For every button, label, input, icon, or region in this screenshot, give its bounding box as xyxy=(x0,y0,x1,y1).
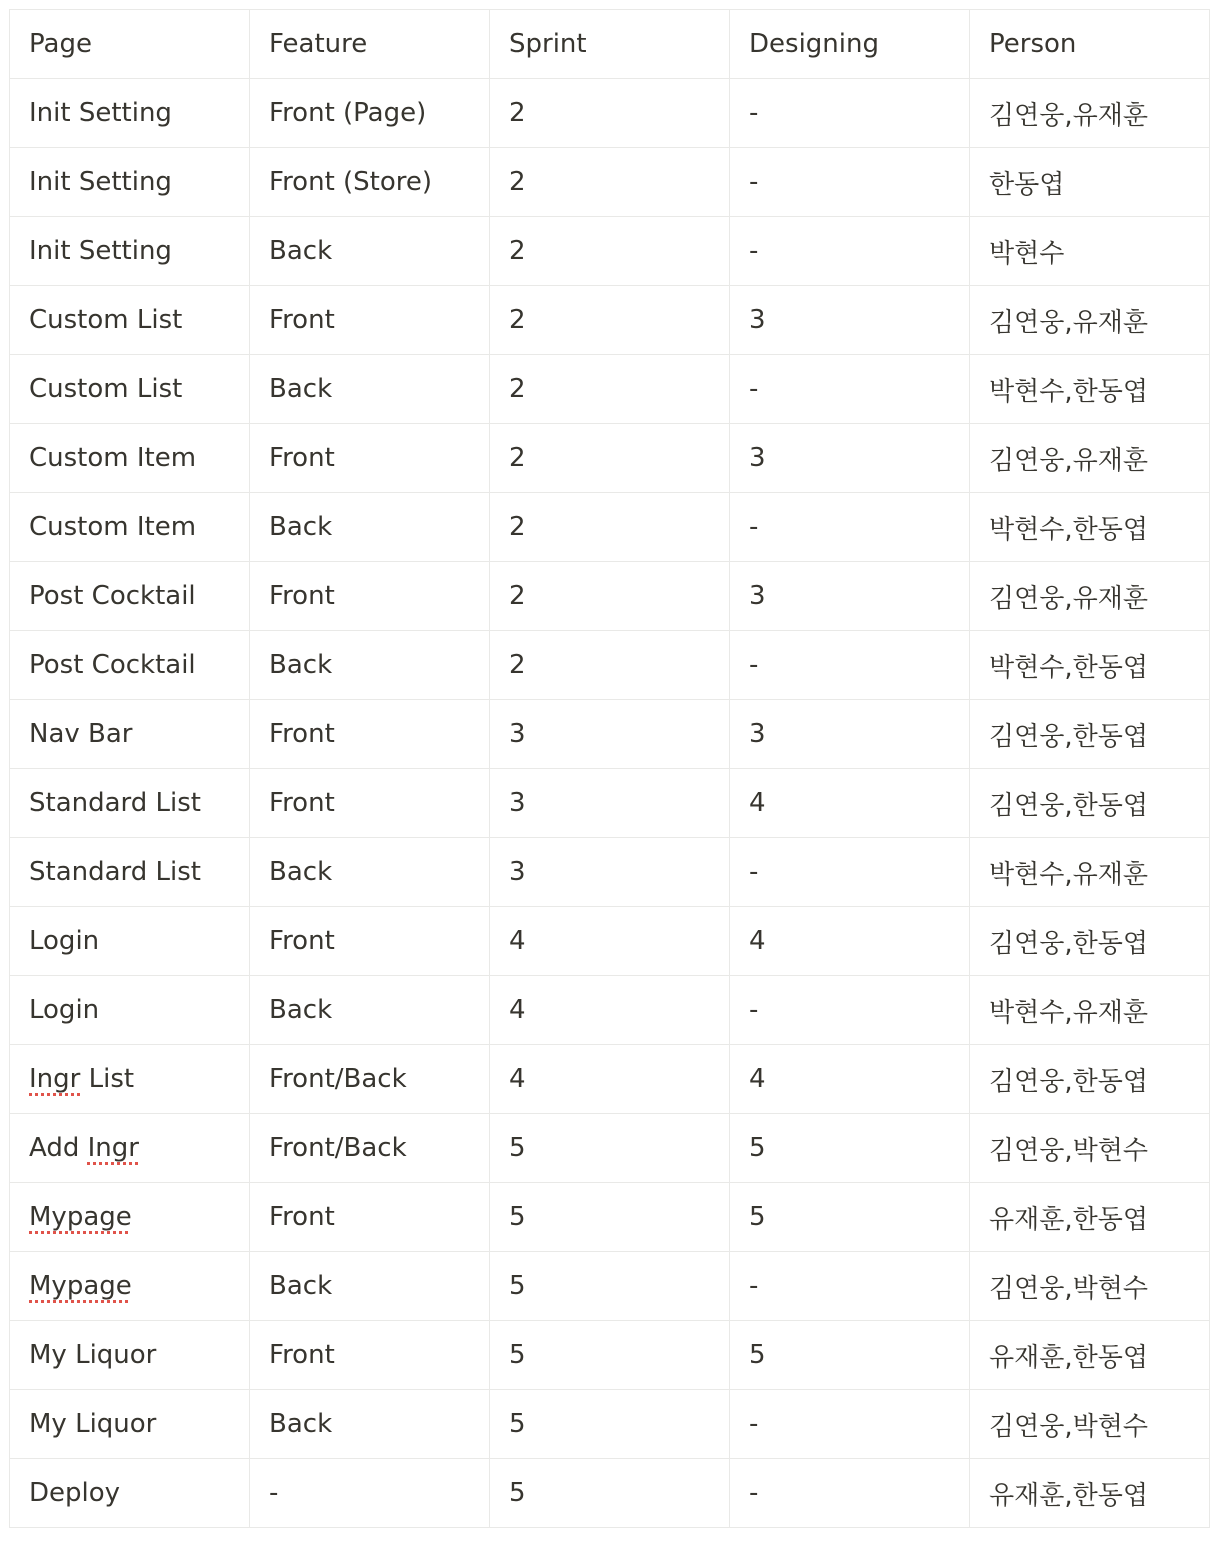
cell-sprint[interactable]: 4 xyxy=(490,907,730,976)
cell-designing[interactable]: 3 xyxy=(730,700,970,769)
cell-designing[interactable]: - xyxy=(730,355,970,424)
cell-designing[interactable]: 4 xyxy=(730,907,970,976)
cell-person[interactable]: 김연웅,박현수 xyxy=(970,1252,1210,1321)
cell-feature[interactable]: Back xyxy=(250,631,490,700)
cell-feature[interactable]: Back xyxy=(250,976,490,1045)
cell-page[interactable]: Nav Bar xyxy=(10,700,250,769)
cell-feature[interactable]: Back xyxy=(250,1390,490,1459)
cell-person[interactable]: 김연웅,박현수 xyxy=(970,1114,1210,1183)
cell-feature[interactable]: - xyxy=(250,1459,490,1528)
table-row xyxy=(10,1459,1210,1528)
cell-sprint[interactable]: 2 xyxy=(490,355,730,424)
cell-sprint[interactable]: 5 xyxy=(490,1390,730,1459)
column-header-designing[interactable]: Designing xyxy=(730,10,970,79)
cell-feature[interactable]: Back xyxy=(250,493,490,562)
cell-feature[interactable]: Front (Page) xyxy=(250,79,490,148)
spellcheck-flagged-word: Ingr xyxy=(87,1133,139,1163)
cell-designing[interactable]: - xyxy=(730,631,970,700)
cell-feature[interactable]: Front xyxy=(250,1321,490,1390)
cell-page[interactable]: Add Ingr xyxy=(10,1114,250,1183)
cell-feature[interactable]: Front/Back xyxy=(250,1045,490,1114)
cell-person[interactable]: 김연웅,유재훈 xyxy=(970,79,1210,148)
table-row xyxy=(10,907,1210,976)
cell-designing[interactable]: - xyxy=(730,148,970,217)
cell-page[interactable]: My Liquor xyxy=(10,1321,250,1390)
table-row xyxy=(10,631,1210,700)
cell-feature[interactable]: Front xyxy=(250,562,490,631)
cell-designing[interactable]: 4 xyxy=(730,769,970,838)
cell-person[interactable]: 박현수,유재훈 xyxy=(970,976,1210,1045)
cell-page[interactable]: Post Cocktail xyxy=(10,631,250,700)
table-row xyxy=(10,79,1210,148)
table-body xyxy=(10,79,1210,1528)
spellcheck-flagged-word: Ingr xyxy=(29,1064,81,1094)
cell-designing[interactable]: - xyxy=(730,838,970,907)
cell-feature[interactable]: Front xyxy=(250,907,490,976)
cell-page[interactable] xyxy=(10,1252,250,1321)
cell-sprint[interactable]: 3 xyxy=(490,769,730,838)
table-row xyxy=(10,1390,1210,1459)
cell-sprint[interactable]: 2 xyxy=(490,148,730,217)
table-header-row xyxy=(10,10,1210,79)
cell-page[interactable]: Custom Item xyxy=(10,493,250,562)
cell-sprint[interactable]: 3 xyxy=(490,700,730,769)
cell-person[interactable]: 김연웅,유재훈 xyxy=(970,286,1210,355)
cell-sprint[interactable]: 5 xyxy=(490,1183,730,1252)
cell-sprint[interactable]: 2 xyxy=(490,217,730,286)
cell-feature[interactable]: Front xyxy=(250,700,490,769)
cell-page[interactable]: Ingr List xyxy=(10,1045,250,1114)
cell-designing[interactable]: - xyxy=(730,1459,970,1528)
column-header-feature[interactable]: Feature xyxy=(250,10,490,79)
cell-designing[interactable]: 5 xyxy=(730,1183,970,1252)
cell-person[interactable]: 김연웅,한동엽 xyxy=(970,769,1210,838)
schedule-table-container xyxy=(9,9,1209,1528)
cell-designing[interactable]: 3 xyxy=(730,562,970,631)
table-row xyxy=(10,769,1210,838)
cell-sprint[interactable]: 2 xyxy=(490,562,730,631)
cell-sprint[interactable]: 5 xyxy=(490,1459,730,1528)
cell-person[interactable]: 박현수,유재훈 xyxy=(970,838,1210,907)
cell-sprint[interactable]: 2 xyxy=(490,424,730,493)
cell-feature[interactable]: Back xyxy=(250,838,490,907)
table-row xyxy=(10,355,1210,424)
cell-page[interactable]: Login xyxy=(10,976,250,1045)
table-row xyxy=(10,562,1210,631)
table-row xyxy=(10,493,1210,562)
cell-person[interactable]: 김연웅,한동엽 xyxy=(970,907,1210,976)
cell-page[interactable]: Init Setting xyxy=(10,148,250,217)
table-row xyxy=(10,1321,1210,1390)
cell-feature[interactable]: Front xyxy=(250,769,490,838)
cell-person[interactable]: 유재훈,한동엽 xyxy=(970,1321,1210,1390)
cell-person[interactable]: 박현수,한동엽 xyxy=(970,493,1210,562)
cell-page[interactable]: Standard List xyxy=(10,838,250,907)
cell-designing[interactable]: - xyxy=(730,493,970,562)
cell-person[interactable]: 박현수,한동엽 xyxy=(970,631,1210,700)
cell-feature[interactable]: Front xyxy=(250,1183,490,1252)
column-header-page[interactable]: Page xyxy=(10,10,250,79)
table-row xyxy=(10,1183,1210,1252)
cell-person[interactable]: 유재훈,한동엽 xyxy=(970,1183,1210,1252)
cell-page[interactable] xyxy=(10,1183,250,1252)
table-row xyxy=(10,1114,1210,1183)
cell-person[interactable]: 김연웅,한동엽 xyxy=(970,700,1210,769)
cell-designing[interactable]: - xyxy=(730,976,970,1045)
cell-person[interactable]: 김연웅,박현수 xyxy=(970,1390,1210,1459)
cell-page[interactable]: Init Setting xyxy=(10,79,250,148)
table-row xyxy=(10,976,1210,1045)
cell-page[interactable]: Login xyxy=(10,907,250,976)
cell-sprint[interactable]: 2 xyxy=(490,493,730,562)
table-row xyxy=(10,700,1210,769)
spellcheck-flagged-word: Mypage xyxy=(29,1202,132,1232)
cell-feature[interactable]: Front xyxy=(250,424,490,493)
cell-person[interactable]: 한동엽 xyxy=(970,148,1210,217)
cell-person[interactable]: 박현수,한동엽 xyxy=(970,355,1210,424)
cell-page[interactable]: Custom Item xyxy=(10,424,250,493)
cell-sprint[interactable]: 5 xyxy=(490,1252,730,1321)
cell-page[interactable]: My Liquor xyxy=(10,1390,250,1459)
cell-sprint[interactable]: 5 xyxy=(490,1114,730,1183)
cell-sprint[interactable]: 5 xyxy=(490,1321,730,1390)
cell-designing[interactable]: 5 xyxy=(730,1114,970,1183)
cell-sprint[interactable]: 4 xyxy=(490,1045,730,1114)
cell-sprint[interactable]: 2 xyxy=(490,79,730,148)
column-header-person[interactable]: Person xyxy=(970,10,1210,79)
cell-person[interactable]: 김연웅,한동엽 xyxy=(970,1045,1210,1114)
cell-person[interactable]: 유재훈,한동엽 xyxy=(970,1459,1210,1528)
cell-page[interactable]: Post Cocktail xyxy=(10,562,250,631)
cell-feature[interactable]: Front/Back xyxy=(250,1114,490,1183)
cell-person[interactable]: 김연웅,유재훈 xyxy=(970,562,1210,631)
cell-sprint[interactable]: 4 xyxy=(490,976,730,1045)
table-row xyxy=(10,1252,1210,1321)
cell-designing[interactable]: - xyxy=(730,217,970,286)
cell-designing[interactable]: 5 xyxy=(730,1321,970,1390)
table-row xyxy=(10,1045,1210,1114)
schedule-table xyxy=(9,9,1210,1528)
cell-designing[interactable]: - xyxy=(730,1390,970,1459)
cell-feature[interactable]: Back xyxy=(250,217,490,286)
cell-sprint[interactable]: 3 xyxy=(490,838,730,907)
cell-designing[interactable]: 3 xyxy=(730,286,970,355)
cell-designing[interactable]: - xyxy=(730,79,970,148)
table-row xyxy=(10,217,1210,286)
spellcheck-flagged-word: Mypage xyxy=(29,1271,132,1301)
cell-designing[interactable]: - xyxy=(730,1252,970,1321)
table-row xyxy=(10,148,1210,217)
cell-designing[interactable]: 4 xyxy=(730,1045,970,1114)
table-row xyxy=(10,286,1210,355)
cell-sprint[interactable]: 2 xyxy=(490,286,730,355)
cell-person[interactable]: 박현수 xyxy=(970,217,1210,286)
cell-feature[interactable]: Front xyxy=(250,286,490,355)
table-row xyxy=(10,424,1210,493)
column-header-sprint[interactable]: Sprint xyxy=(490,10,730,79)
cell-sprint[interactable]: 2 xyxy=(490,631,730,700)
cell-feature[interactable]: Back xyxy=(250,355,490,424)
table-row xyxy=(10,838,1210,907)
cell-page[interactable]: Standard List xyxy=(10,769,250,838)
cell-page[interactable]: Custom List xyxy=(10,355,250,424)
cell-page[interactable]: Custom List xyxy=(10,286,250,355)
cell-feature[interactable]: Back xyxy=(250,1252,490,1321)
cell-page[interactable]: Deploy xyxy=(10,1459,250,1528)
cell-page[interactable]: Init Setting xyxy=(10,217,250,286)
cell-designing[interactable]: 3 xyxy=(730,424,970,493)
cell-feature[interactable]: Front (Store) xyxy=(250,148,490,217)
cell-person[interactable]: 김연웅,유재훈 xyxy=(970,424,1210,493)
